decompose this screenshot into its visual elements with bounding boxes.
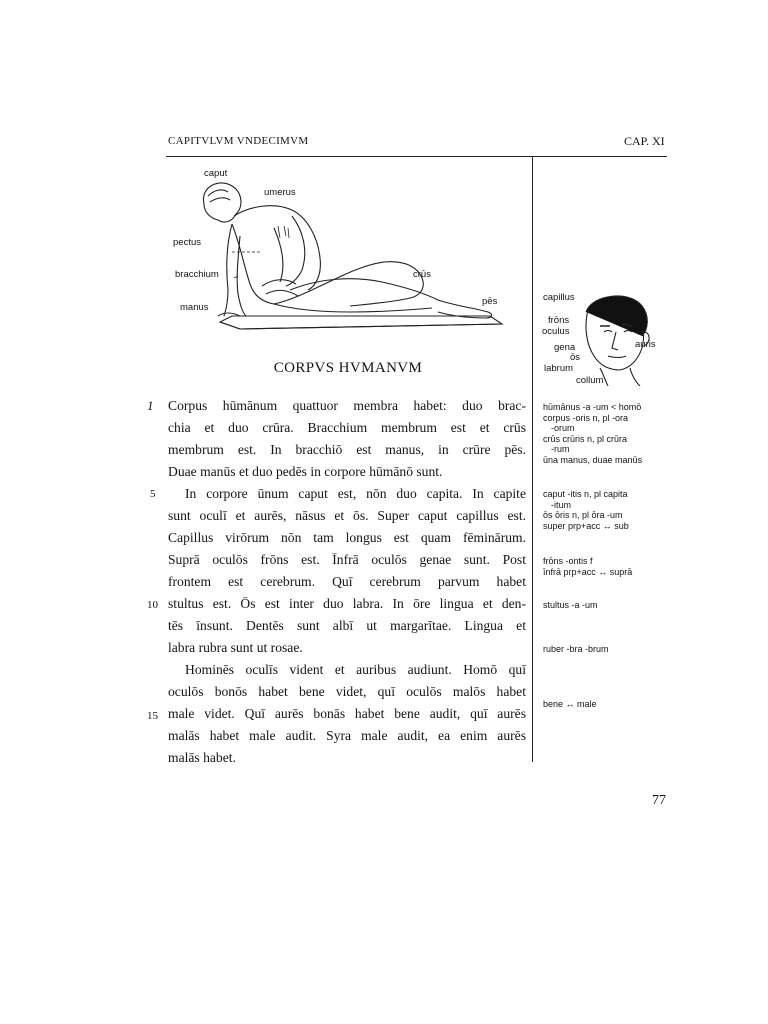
- text-line: sunt oculī et aurēs, nāsus et ōs. Super caput capillus est.: [168, 508, 526, 523]
- vocab-note-4: stultus -a -um: [543, 600, 598, 610]
- text-line: oculōs bonōs habet bene videt, quī oculōs malōs habet: [168, 684, 526, 699]
- text-line: Corpus hūmānum quattuor membra habet: duo brac-: [168, 398, 526, 413]
- vocab-note-2: [543, 489, 629, 531]
- label-caput: caput: [204, 168, 228, 179]
- text-line: male videt. Quī aurēs bonās habet bene audit, quī aurēs: [168, 706, 526, 721]
- text-line: Suprā oculōs frōns est. Īnfrā oculōs genae sunt. Post: [168, 552, 526, 567]
- reading-text: [168, 395, 526, 769]
- text-line: In corpore ūnum caput est, nōn duo capita. In capite: [185, 486, 526, 501]
- text-line: tēs īnsunt. Dentēs sunt albī ut margarītae. Lingua et: [168, 618, 526, 633]
- vocab-line: -orum: [551, 423, 575, 434]
- header-rule: [166, 156, 667, 157]
- head-figure: [538, 286, 668, 391]
- line-number-5: 5: [150, 488, 156, 500]
- chapter-title: CAPITVLVM VNDECIMVM: [168, 135, 309, 147]
- label-pectus: pectus: [173, 237, 201, 248]
- label-gena: gena: [554, 342, 576, 353]
- page-number: 77: [652, 793, 666, 808]
- label-collum: collum: [576, 375, 604, 386]
- line-number-10: 10: [147, 599, 158, 611]
- text-line: frontem est cerebrum. Quī cerebrum parvum habet: [168, 574, 526, 589]
- vocab-line: corpus -oris n, pl -ora: [543, 412, 629, 423]
- text-line: Hominēs oculīs vident et auribus audiunt. Homō quī: [185, 662, 526, 677]
- label-crus: crūs: [413, 269, 431, 280]
- vocab-note-1: [543, 402, 642, 466]
- label-os: ōs: [570, 352, 581, 363]
- text-line: malās habet male audit. Syra male audit, ea enim aurēs: [168, 728, 526, 743]
- line-number-15: 15: [147, 710, 158, 722]
- paragraph-1: [168, 395, 526, 483]
- vocab-line: caput -itis n, pl capita: [543, 489, 628, 499]
- label-auris: auris: [635, 339, 656, 350]
- vocab-line: īnfrā prp+acc ↔ suprā: [543, 566, 633, 577]
- vocab-line: crūs crūris n, pl crūra: [543, 433, 628, 444]
- vocab-line: ūna manus, duae manūs: [543, 454, 643, 465]
- line-number-1: 1: [147, 398, 154, 413]
- text-line: malās habet.: [168, 750, 236, 765]
- text-line: membrum est. In bracchiō est manus, in crūre pēs.: [168, 442, 526, 457]
- vocab-note-5: ruber -bra -brum: [543, 644, 609, 654]
- label-capillus: capillus: [543, 292, 575, 303]
- body-figure: [170, 166, 510, 336]
- reclining-statue-illustration: [170, 166, 510, 331]
- label-oculus: oculus: [542, 326, 570, 337]
- vocab-note-6: bene ↔ male: [543, 699, 597, 709]
- margin-divider: [532, 157, 533, 762]
- paragraph-3: [168, 659, 526, 769]
- text-line: Duae manūs et duo pedēs in corpore hūmānō sunt.: [168, 464, 443, 479]
- paragraph-2: [168, 483, 526, 659]
- vocab-line: super prp+acc ↔ sub: [543, 520, 629, 531]
- text-line: stultus est. Ōs est inter duo labra. In ōre lingua et den-: [168, 596, 526, 611]
- vocab-note-3: [543, 556, 632, 577]
- label-pes: pēs: [482, 296, 498, 307]
- label-frons: frōns: [548, 315, 570, 326]
- figure-caption: CORPVS HVMANVM: [273, 360, 423, 376]
- vocab-line: ōs ōris n, pl ōra -um: [543, 510, 623, 521]
- vocab-line: frōns -ontis f: [543, 556, 593, 566]
- label-manus: manus: [180, 302, 209, 313]
- vocab-line: hūmānus -a -um < homō: [543, 402, 642, 412]
- label-bracchium: bracchium: [175, 269, 219, 280]
- text-line: labra rubra sunt ut rosae.: [168, 640, 303, 655]
- label-labrum: labrum: [544, 363, 574, 374]
- chapter-number: CAP. XI: [624, 134, 665, 148]
- text-line: chia et duo crūra. Bracchium membrum est et crūs: [168, 420, 526, 435]
- vocab-line: -rum: [551, 444, 570, 455]
- vocab-line: -itum: [551, 499, 571, 510]
- text-line: Capillus virōrum nōn tam longus est quam fēminārum.: [168, 530, 526, 545]
- label-umerus: umerus: [264, 187, 296, 198]
